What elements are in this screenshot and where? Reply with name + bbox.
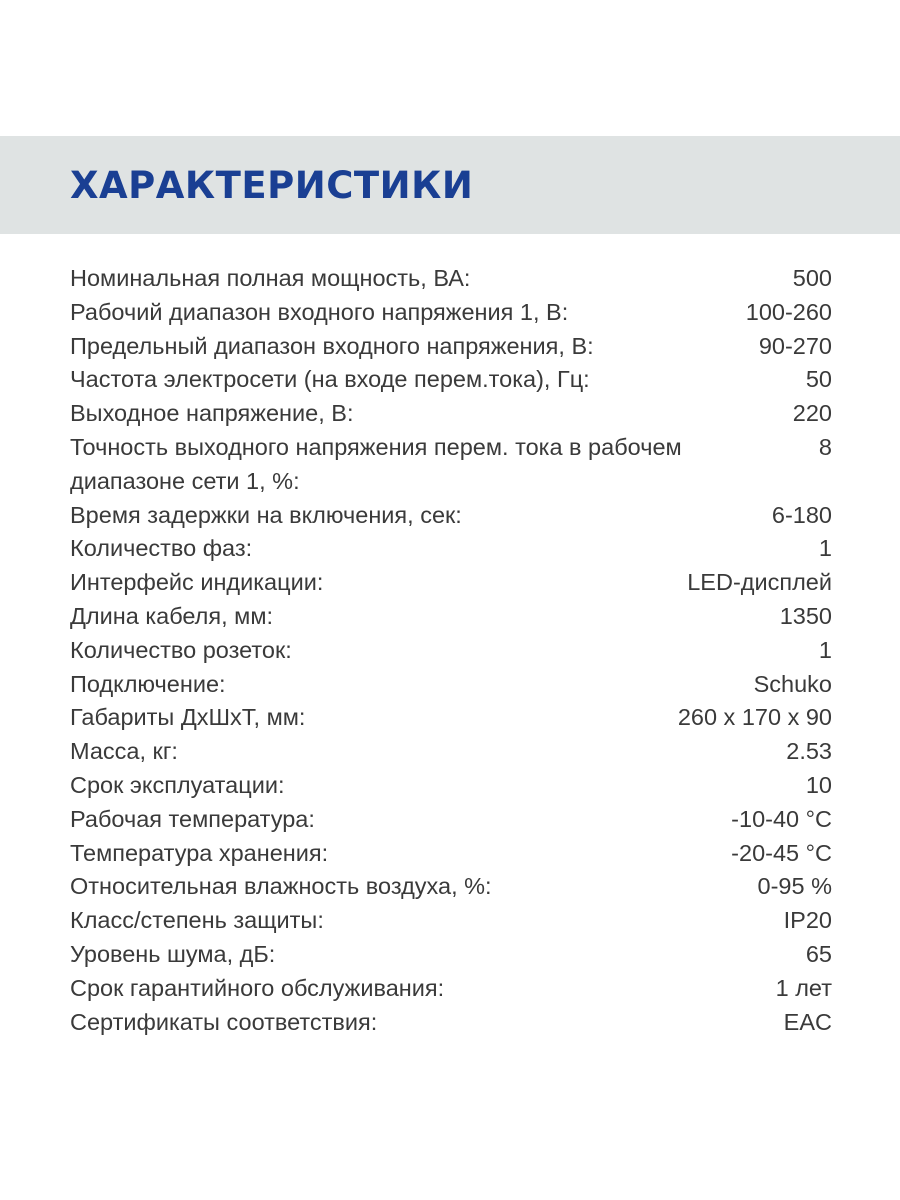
spec-row-frequency [70,363,832,397]
spec-value: 0-95 % [757,873,832,900]
spec-label: Длина кабеля, мм: [70,602,274,629]
spec-value: IP20 [783,907,832,934]
spec-label: Рабочая температура: [70,805,315,832]
spec-row-warranty [70,972,832,1006]
spec-row-input-range [70,296,832,330]
spec-label: Время задержки на включения, сек: [70,501,462,528]
spec-row-storage-temp [70,837,832,871]
spec-value: 1 [818,636,832,663]
spec-value: 90-270 [758,332,832,359]
spec-row-accuracy [70,431,832,499]
spec-label: Подключение: [70,670,226,697]
spec-label: Предельный диапазон входного напряжения, В: [70,332,594,359]
spec-row-phases [70,532,832,566]
spec-row-certificates [70,1006,832,1040]
spec-row-operating-temp [70,803,832,837]
spec-row-display [70,566,832,600]
spec-value: EAC [783,1008,832,1035]
spec-label: Количество розеток: [70,636,292,663]
spec-label: Масса, кг: [70,738,178,765]
spec-row-connection [70,668,832,702]
spec-list [70,262,832,1039]
spec-row-weight [70,735,832,769]
spec-value: 1 [818,535,832,562]
spec-row-protection [70,904,832,938]
spec-value: 1350 [779,602,832,629]
spec-row-output-voltage [70,397,832,431]
spec-label: Номинальная полная мощность, ВА: [70,265,471,291]
spec-label: Класс/степень защиты: [70,907,324,934]
spec-label: Срок гарантийного обслуживания: [70,974,445,1001]
spec-label: Габариты ДхШхТ, мм: [70,704,306,731]
spec-row-sockets [70,634,832,668]
spec-label: Количество фаз: [70,535,253,562]
spec-row-cable-length [70,600,832,634]
spec-value: 220 [792,400,832,427]
spec-value: 8 [818,433,832,460]
spec-value: 6-180 [771,501,832,528]
spec-row-service-life [70,769,832,803]
spec-row-delay [70,499,832,533]
page-title: ХАРАКТЕРИСТИКИ [70,164,474,207]
spec-label: Рабочий диапазон входного напряжения 1, В: [70,298,569,325]
spec-value: 260 х 170 х 90 [677,704,832,731]
spec-value: 1 лет [775,974,832,1001]
spec-row-dimensions [70,701,832,735]
spec-label: Относительная влажность воздуха, %: [70,873,492,900]
spec-label: Уровень шума, дБ: [70,940,276,967]
spec-value: 100-260 [745,298,832,325]
spec-value: 65 [805,940,832,967]
spec-label: Интерфейс индикации: [70,569,324,596]
spec-label: Срок эксплуатации: [70,771,285,798]
spec-value: 500 [792,265,832,291]
spec-label: Выходное напряжение, В: [70,400,354,427]
spec-label: Точность выходного напряжения перем. тока в рабочем диапазоне сети 1, %: [70,433,682,494]
spec-row-power [70,262,832,296]
spec-label: Температура хранения: [70,839,329,866]
spec-value: 2.53 [786,738,832,765]
spec-label: Сертификаты соответствия: [70,1008,378,1035]
spec-value: Schuko [753,670,832,697]
spec-value: LED-дисплей [687,569,832,596]
spec-value: -10-40 °С [731,805,832,832]
spec-value: -20-45 °С [731,839,832,866]
spec-row-noise [70,938,832,972]
spec-row-limit-range [70,330,832,364]
spec-value: 50 [805,366,832,393]
spec-label: Частота электросети (на входе перем.тока), Гц: [70,366,590,393]
spec-row-humidity [70,870,832,904]
spec-value: 10 [805,771,832,798]
